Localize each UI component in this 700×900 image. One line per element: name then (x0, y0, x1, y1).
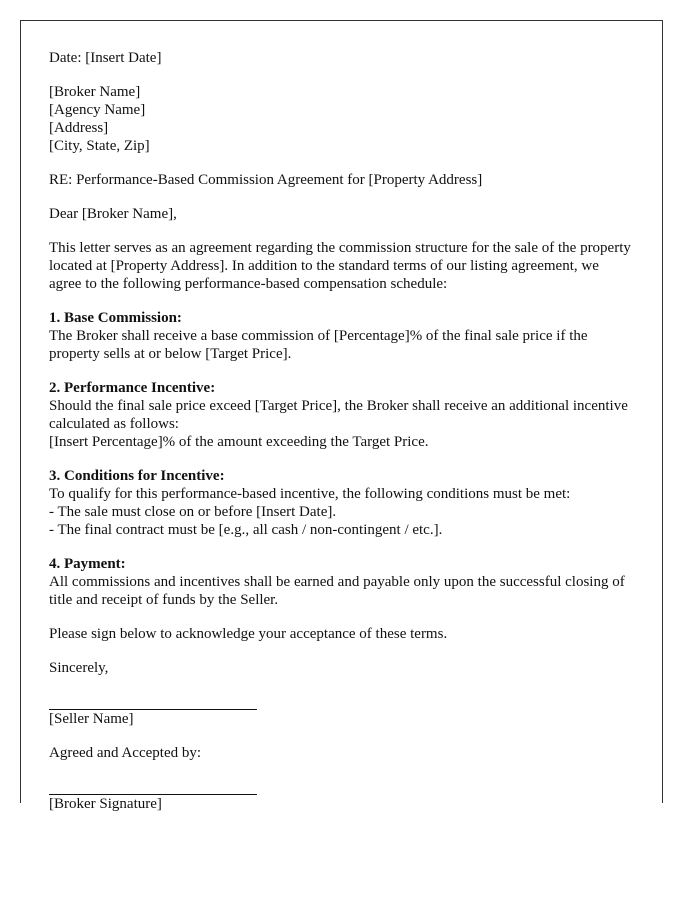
broker-signature: [Broker Signature] (49, 796, 162, 812)
section-payment (49, 555, 634, 609)
sign-off: Sincerely, (49, 660, 109, 676)
section-performance-incentive (49, 379, 634, 451)
section-text: [Insert Percentage]% of the amount exceeding the Target Price. (49, 434, 429, 450)
section-text: The Broker shall receive a base commission of [Percentage]% of the final sale price if the property sells at or below [Target Price]. (49, 328, 588, 362)
subject-line: RE: Performance-Based Commission Agreement for [Property Address] (49, 172, 483, 188)
condition-item: - The sale must close on or before [Insert Date]. (49, 504, 337, 520)
broker-signature-line (49, 778, 257, 795)
condition-item: - The final contract must be [e.g., all cash / non-contingent / etc.]. (49, 522, 443, 538)
seller-name: [Seller Name] (49, 711, 134, 727)
intro-paragraph: This letter serves as an agreement regarding the commission structure for the sale of the property located at [Property Address]. In addition to the standard terms of our listing agreement, we agree to the following performance-based compensation schedule: (49, 240, 631, 292)
section-text: To qualify for this performance-based incentive, the following conditions must be met: (49, 486, 571, 502)
section-text: Should the final sale price exceed [Target Price], the Broker shall receive an additional incentive calculated as follows: (49, 398, 628, 432)
recipient-address-line: [Address] (49, 120, 109, 136)
section-heading: 2. Performance Incentive: (49, 380, 216, 396)
seller-signature-line (49, 693, 257, 710)
recipient-agency: [Agency Name] (49, 102, 146, 118)
section-heading: 1. Base Commission: (49, 310, 182, 326)
recipient-city: [City, State, Zip] (49, 138, 150, 154)
section-heading: 3. Conditions for Incentive: (49, 468, 225, 484)
section-text: All commissions and incentives shall be earned and payable only upon the successful closing of title and receipt of funds by the Seller. (49, 574, 625, 608)
salutation: Dear [Broker Name], (49, 206, 177, 222)
closing-request: Please sign below to acknowledge your acceptance of these terms. (49, 626, 448, 642)
recipient-broker: [Broker Name] (49, 84, 141, 100)
letter-page (20, 20, 663, 812)
date-line: Date: [Insert Date] (49, 50, 162, 66)
section-base-commission (49, 309, 634, 363)
section-heading: 4. Payment: (49, 556, 126, 572)
agreed-accepted: Agreed and Accepted by: (49, 745, 202, 761)
section-conditions (49, 467, 634, 539)
recipient-address (49, 83, 634, 155)
